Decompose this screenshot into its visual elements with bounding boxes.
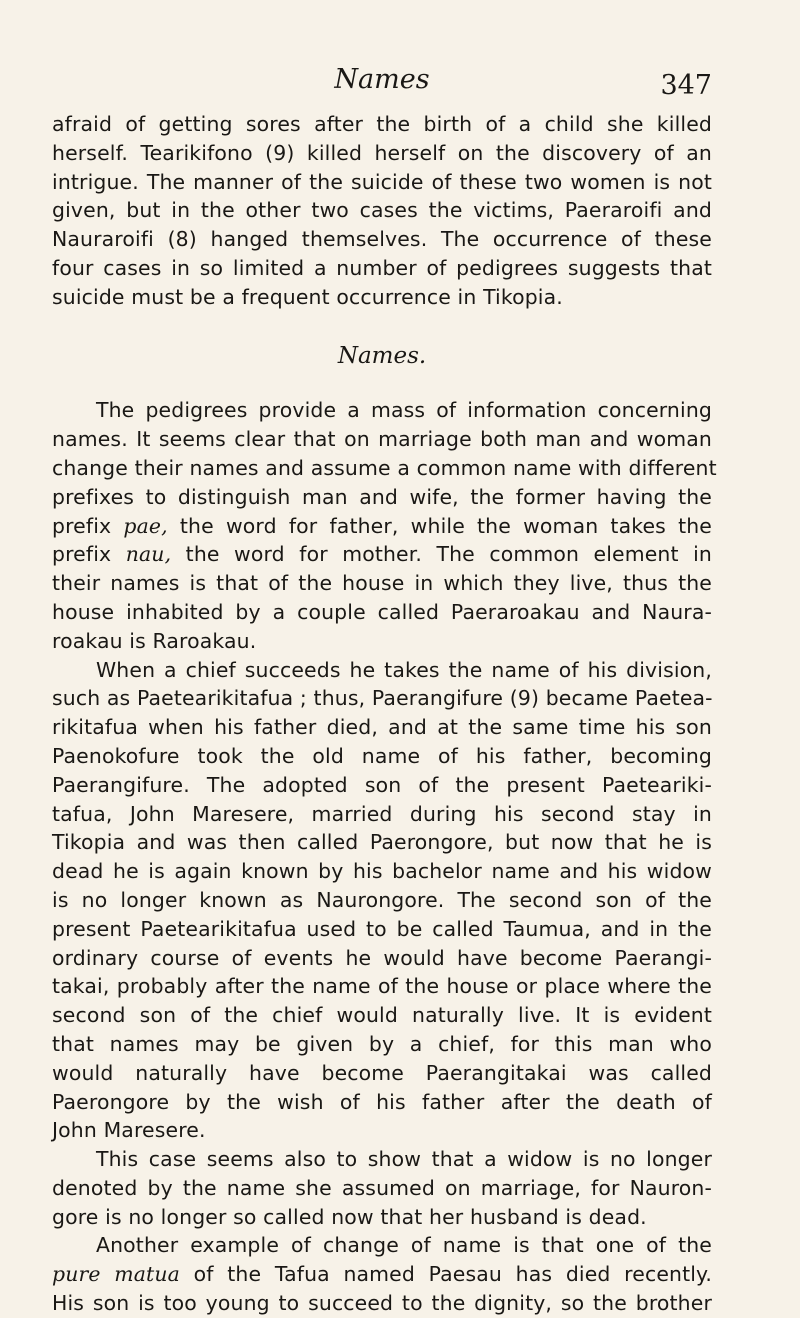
running-head (52, 56, 712, 104)
text-run: the word for mother. The common element in (171, 542, 712, 567)
running-head-title: Names (334, 64, 430, 95)
text-line: takai, probably after the name of the house or place where the (52, 974, 712, 999)
text-line: afraid of getting sores after the birth of a child she killed (52, 112, 712, 136)
paragraph-names-on-marriage (52, 396, 717, 655)
text-line: given, but in the other two cases the victims, Paeraroifi and (52, 198, 712, 223)
paragraph-widow-name (52, 1145, 712, 1231)
paragraph-chief-succession (52, 656, 712, 1146)
text-line: gore is no longer so called now that her husband is dead. (52, 1204, 647, 1229)
text-line: dead he is again known by his bachelor name and his widow (52, 859, 712, 884)
text-line: This case seems also to show that a widow is no longer (96, 1147, 712, 1172)
text-run: of the Tafua named Paesau has died recently. (180, 1262, 712, 1287)
text-line: Tikopia and was then called Paerongore, but now that he is (52, 830, 712, 855)
text-line: roakau is Raroakau. (52, 628, 257, 653)
text-line: such as Paetearikitafua ; thus, Paerangifure (9) became Paetea- (52, 686, 713, 711)
text-line: rikitafua when his father died, and at the same time his son (52, 715, 712, 740)
text-line: would naturally have become Paerangitakai was called (52, 1060, 712, 1085)
italic-term: pae, (123, 513, 168, 538)
text-line: herself. Tearikifono (9) killed herself on the discovery of an (52, 140, 712, 165)
text-line: four cases in so limited a number of pedigrees suggests that (52, 255, 712, 280)
paragraph-suicide-cases (52, 110, 712, 312)
text-line: Paerangifure. The adopted son of the present Paeteariki- (52, 772, 712, 797)
text-line: John Maresere. (52, 1118, 206, 1143)
text-line: change their names and assume a common name with different (52, 455, 717, 480)
text-line: suicide must be a frequent occurrence in Tikopia. (52, 284, 563, 309)
text-line: prefixes to distinguish man and wife, the former having the (52, 484, 712, 509)
text-line: His son is too young to succeed to the dignity, so the brother (52, 1291, 712, 1316)
text-line: The pedigrees provide a mass of information concerning (96, 398, 712, 423)
text-line: Paenokofure took the old name of his father, becoming (52, 743, 712, 768)
text-line: ordinary course of events he would have become Paerangi- (52, 945, 712, 970)
book-page (52, 56, 717, 1318)
italic-term: pure matua (52, 1262, 180, 1287)
text-line: names. It seems clear that on marriage both man and woman (52, 427, 712, 452)
text-line: tafua, John Maresere, married during his second stay in (52, 801, 712, 826)
text-line: present Paetearikitafua used to be called Taumua, and in the (52, 916, 712, 941)
text-line: Nauraroifi (8) hanged themselves. The occurrence of these (52, 227, 712, 252)
text-run: prefix (52, 513, 124, 538)
italic-term: nau, (125, 542, 172, 567)
text-line: denoted by the name she assumed on marriage, for Nauron- (52, 1175, 712, 1200)
text-line (52, 512, 712, 541)
text-line: house inhabited by a couple called Paeraroakau and Naura- (52, 599, 712, 624)
text-line: intrigue. The manner of the suicide of these two women is not (52, 169, 712, 194)
paragraph-another-example (52, 1231, 712, 1317)
text-line: Another example of change of name is that one of the (96, 1233, 712, 1258)
text-line: Paerongore by the wish of his father after the death of (52, 1089, 712, 1114)
text-line: their names is that of the house in which they live, thus the (52, 571, 712, 596)
text-run: the word for father, while the woman takes the (167, 513, 712, 538)
text-run: prefix (52, 542, 126, 567)
text-line: that names may be given by a chief, for this man who (52, 1031, 712, 1056)
text-line: is no longer known as Naurongore. The second son of the (52, 887, 712, 912)
text-line (52, 1260, 712, 1289)
text-line (52, 540, 712, 569)
section-heading: Names. (337, 342, 427, 369)
page-number: 347 (660, 70, 712, 101)
text-line: When a chief succeeds he takes the name of his division, (96, 657, 712, 682)
text-line: second son of the chief would naturally live. It is evident (52, 1003, 712, 1028)
